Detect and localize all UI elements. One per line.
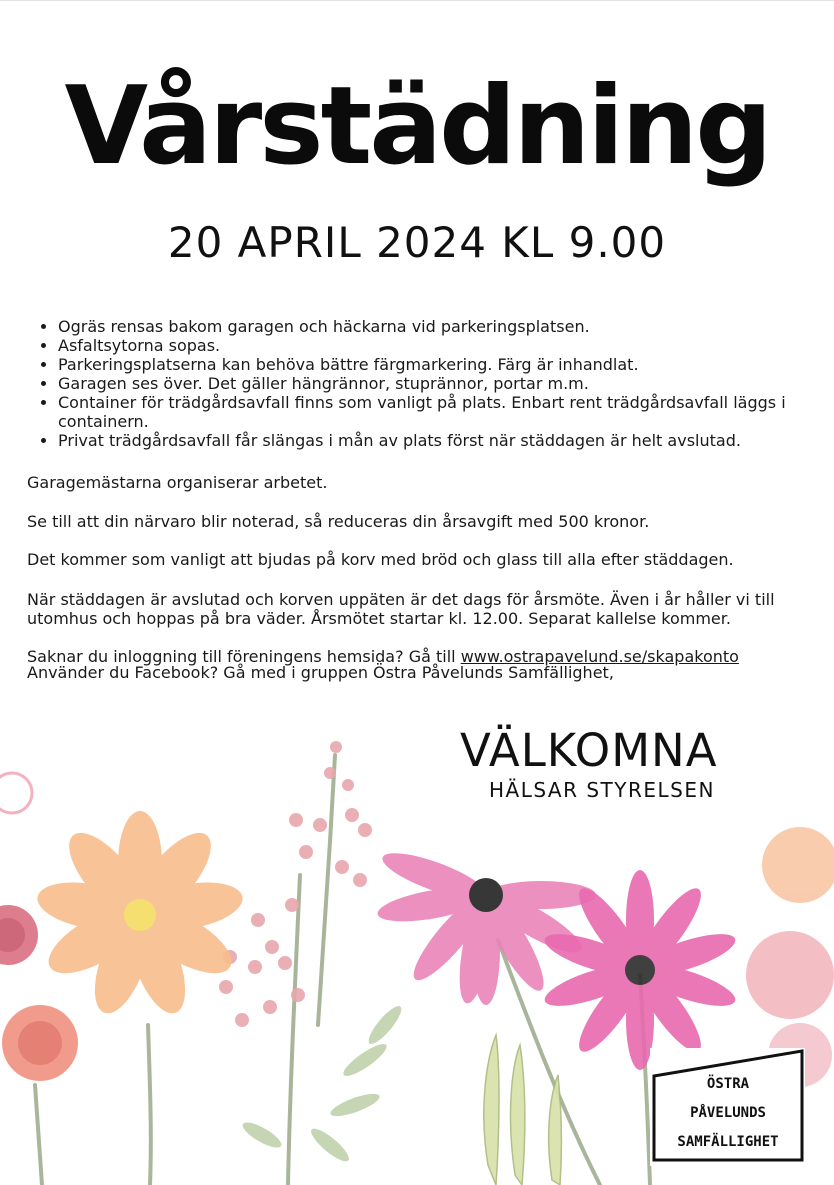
facebook-paragraph: Använder du Facebook? Gå med i gruppen Östra Påvelunds Samfällighet, — [27, 663, 614, 682]
food-paragraph: Det kommer som vanligt att bjudas på korv med bröd och glass till alla efter städdagen. — [27, 550, 734, 569]
list-item: • Parkeringsplatserna kan behöva bättre färgmarkering. Färg är inhandlat. — [58, 355, 834, 374]
meeting-paragraph: När städdagen är avslutad och korven uppäten är det dags för årsmöte. Även i år håller vi till utomhus och hoppas på bra väder. Årsmötet startar kl. 12.00. Separat kallelse kommer. — [27, 590, 775, 628]
attendance-paragraph: Se till att din närvaro blir noterad, så reduceras din årsavgift med 500 kronor. — [27, 512, 650, 531]
task-list — [28, 317, 834, 450]
signup-link[interactable]: www.ostrapavelund.se/skapakonto — [460, 647, 739, 666]
logo-line: ÖSTRA — [706, 1076, 750, 1092]
logo-text — [652, 1070, 804, 1157]
login-question: Saknar du inloggning till föreningens hemsida? Gå till — [27, 647, 456, 666]
event-date: 20 APRIL 2024 KL 9.00 — [167, 218, 667, 267]
list-item: • Privat trädgårdsavfall får slängas i mån av plats först när städdagen är helt avslutad. — [58, 431, 834, 450]
logo-line: SAMFÄLLIGHET — [677, 1134, 779, 1150]
list-item: • Asfaltsytorna sopas. — [58, 336, 834, 355]
board-signoff: HÄLSAR STYRELSEN — [489, 778, 715, 802]
list-item: • Container för trädgårdsavfall finns som vanligt på plats. Enbart rent trädgårdsavfall läggs i containern. — [58, 393, 834, 431]
welcome-heading: VÄLKOMNA — [460, 724, 718, 777]
organizers-paragraph: Garagemästarna organiserar arbetet. — [27, 473, 328, 492]
top-border — [0, 0, 834, 1]
list-item: • Garagen ses över. Det gäller hängrännor, stuprännor, portar m.m. — [58, 374, 834, 393]
poster-title: Vårstädning — [64, 64, 770, 189]
logo-line: PÅVELUNDS — [690, 1105, 766, 1121]
list-item: • Ogräs rensas bakom garagen och häckarna vid parkeringsplatsen. — [58, 317, 834, 336]
